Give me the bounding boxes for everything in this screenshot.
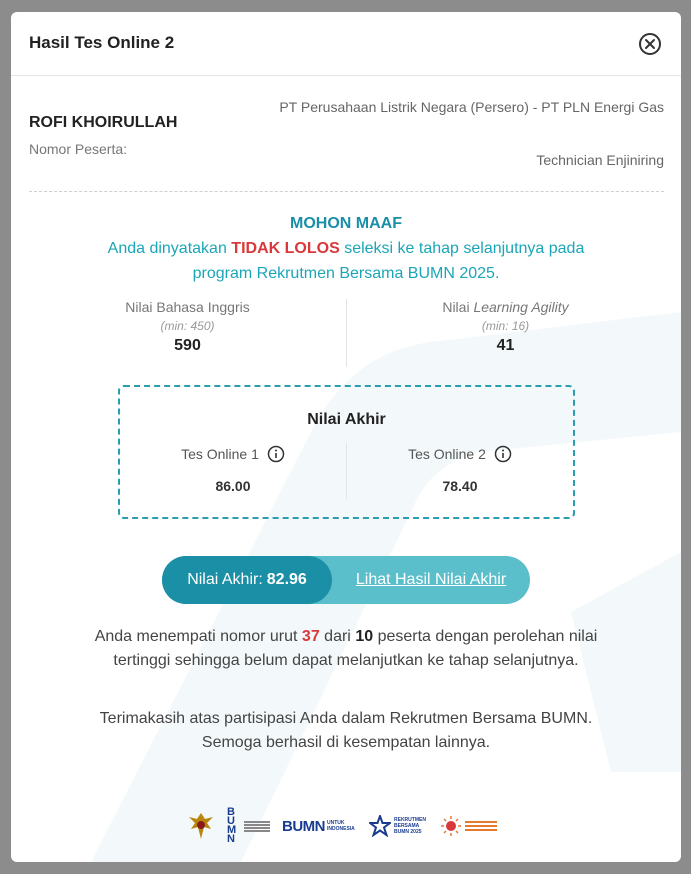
participant-name: ROFI KHOIRULLAH xyxy=(29,114,178,131)
job-position: Technician Enjiniring xyxy=(536,152,664,168)
view-final-score-link[interactable]: Lihat Hasil Nilai Akhir xyxy=(355,571,507,588)
final-score-box xyxy=(118,385,575,519)
partner-logo xyxy=(440,815,497,837)
rekrutmen-bersama-logo: REKRUTMEN BERSAMA BUMN 2025 xyxy=(369,815,428,837)
footer-logos xyxy=(187,808,507,844)
close-circle-icon[interactable] xyxy=(638,32,662,56)
ranking-message: Anda menempati nomor urut 37 dari 10 peserta dengan perolehan nilai tertinggi sehingga belum dapat melanjutkan ke tahap selanjutnya. xyxy=(94,628,598,669)
result-line-1: Anda dinyatakan TIDAK LOLOS seleksi ke tahap selanjutnya pada xyxy=(107,240,585,257)
divider xyxy=(29,191,664,192)
final-score-value: 82.96 xyxy=(266,571,307,588)
modal-header xyxy=(11,12,681,76)
info-icon[interactable] xyxy=(267,445,285,463)
test-online-2: Tes Online 2 78.40 xyxy=(347,445,573,494)
result-modal xyxy=(11,12,681,862)
participant-number-label: Nomor Peserta: xyxy=(29,141,128,157)
english-score: Nilai Bahasa Inggris (min: 450) 590 xyxy=(29,299,346,355)
thanks-message: Terimakasih atas partisipasi Anda dalam Rekrutmen Bersama BUMN. Semoga berhasil di kesempatan lainnya. xyxy=(99,710,593,751)
test-online-1-value: 86.00 xyxy=(215,478,251,494)
bumn-logo: BUMN xyxy=(227,808,270,844)
test-online-1: Tes Online 1 86.00 xyxy=(120,445,346,494)
bumn-untuk-indonesia-logo: BUMN UNTUK INDONESIA xyxy=(282,817,355,835)
requirement-scores xyxy=(29,299,664,367)
star-icon xyxy=(369,815,391,837)
final-score-summary: Nilai Akhir: 82.96 xyxy=(162,556,332,604)
english-score-value: 590 xyxy=(174,337,201,354)
agility-score-value: 41 xyxy=(496,337,515,354)
total-participants: 10 xyxy=(355,628,374,645)
modal-title: Hasil Tes Online 2 xyxy=(29,33,175,52)
final-score-pill xyxy=(162,556,530,604)
status-badge: TIDAK LOLOS xyxy=(231,240,340,257)
sun-icon xyxy=(440,815,462,837)
info-icon[interactable] xyxy=(494,445,512,463)
result-message xyxy=(11,211,681,286)
garuda-emblem-logo xyxy=(187,811,215,841)
test-online-2-value: 78.40 xyxy=(442,478,478,494)
final-score-title: Nilai Akhir xyxy=(307,411,386,428)
agility-score: Nilai Learning Agility (min: 16) 41 xyxy=(347,299,664,355)
rank-number: 37 xyxy=(301,628,320,645)
company-name: PT Perusahaan Listrik Negara (Persero) - PT PLN Energi Gas xyxy=(279,99,664,115)
result-line-2: program Rekrutmen Bersama BUMN 2025. xyxy=(192,265,500,282)
apology-heading: MOHON MAAF xyxy=(290,215,402,232)
